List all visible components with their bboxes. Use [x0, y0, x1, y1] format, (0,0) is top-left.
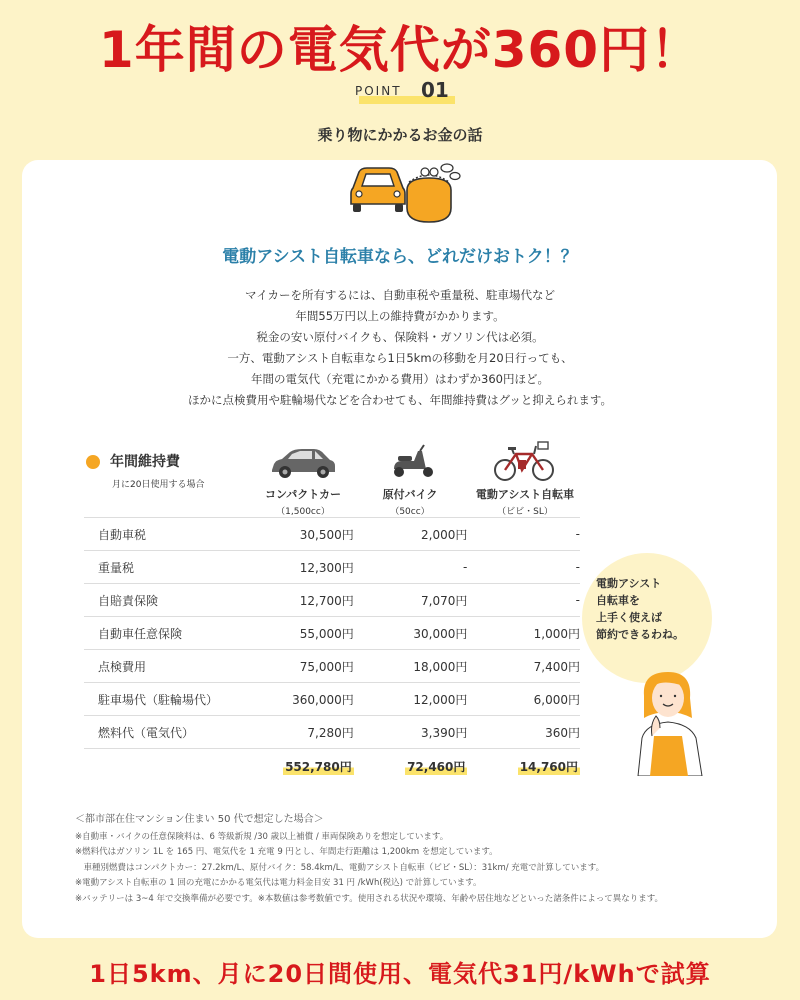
row-label: 重量税	[84, 551, 269, 584]
cell-value: 7,400円	[467, 650, 580, 683]
footer-caption: 1日5km、月に20日間使用、電気代31円/kWhで試算	[89, 960, 711, 988]
cell-value: 360円	[467, 716, 580, 749]
car-icon	[351, 168, 405, 212]
point-label	[355, 78, 451, 102]
row-label: 燃料代（電気代）	[84, 716, 269, 749]
paragraph-line: 年間の電気代（充電にかかる費用）はわずか360円ほど。	[251, 372, 549, 386]
lead-heading: 電動アシスト自転車なら、どれだけおトク！？	[222, 247, 578, 267]
table-row	[84, 518, 580, 551]
total-value: 14,760円	[519, 759, 578, 774]
paragraph-line: 一方、電動アシスト自転車なら1日5kmの移動を月20日行っても、	[227, 351, 573, 365]
total-row	[84, 749, 580, 784]
cell-value: 1,000円	[467, 617, 580, 650]
paragraph-line: 税金の安い原付バイクも、保険料・ガソリン代は必須。	[256, 330, 544, 344]
headline: 1年間の電気代が360円！	[98, 21, 702, 79]
purse-icon	[407, 164, 460, 222]
vehicle-header-scooter	[360, 486, 460, 517]
table-row	[84, 551, 580, 584]
row-label: 自賠責保険	[84, 584, 269, 617]
total-value: 72,460円	[407, 759, 466, 774]
cell-value: 7,070円	[354, 584, 468, 617]
section-title: 年間維持費	[110, 454, 180, 470]
intro-paragraph	[150, 285, 650, 411]
cell-value: 18,000円	[354, 650, 468, 683]
table-row	[84, 716, 580, 749]
subtitle: 乗り物にかかるお金の話	[317, 126, 483, 144]
footnote-line: ※自動車・バイクの任意保険料は、6 等級新規 /30 歳以上補償 / 車両保険ありを想定しています。	[75, 831, 449, 842]
bubble-line: 節約できるわね。	[596, 628, 684, 641]
point-text: POINT	[355, 84, 402, 98]
cell-value: 2,000円	[354, 518, 468, 551]
paragraph-line: マイカーを所有するには、自動車税や重量税、駐車場代など	[245, 288, 555, 302]
cell-value: 360,000円	[269, 683, 354, 716]
vehicle-spec: （1,500cc）	[276, 507, 330, 517]
footnotes	[75, 812, 765, 907]
paragraph-line: ほかに点検費用や駐輪場代などを合わせても、年間維持費はグッと抑えられます。	[187, 393, 612, 407]
car-and-purse-illustration	[345, 150, 465, 230]
bubble-line: 電動アシスト	[596, 577, 662, 590]
vehicle-spec: （50cc）	[390, 507, 430, 517]
row-label: 駐車場代（駐輪場代）	[84, 683, 269, 716]
cell-value: 75,000円	[269, 650, 354, 683]
cell-value: 12,000円	[354, 683, 468, 716]
vehicle-name: 電動アシスト自転車	[475, 488, 575, 501]
bubble-line: 上手く使えば	[596, 611, 662, 624]
paragraph-line: 年間55万円以上の維持費がかかります。	[295, 309, 505, 323]
total-cell	[354, 749, 468, 784]
bubble-line: 自転車を	[596, 594, 640, 607]
cost-table	[84, 517, 580, 783]
cell-value: 55,000円	[269, 617, 354, 650]
vehicle-spec: （ビビ・SL）	[497, 507, 553, 517]
cell-value: -	[467, 551, 580, 584]
section-bullet-icon	[86, 455, 100, 469]
cell-value: 3,390円	[354, 716, 468, 749]
cell-value: -	[467, 584, 580, 617]
table-row	[84, 617, 580, 650]
row-label: 自動車税	[84, 518, 269, 551]
footnote-line: 車種別燃費はコンパクトカー：27.2km/L、原付バイク：58.4km/L、電動アシスト自転車（ビビ・SL）：31km/ 充電で計算しています。	[75, 862, 605, 873]
cell-value: 6,000円	[467, 683, 580, 716]
table-row	[84, 584, 580, 617]
section-subtitle: 月に20日使用する場合	[112, 480, 205, 490]
table-row	[84, 650, 580, 683]
row-label: 自動車任意保険	[84, 617, 269, 650]
footnote-line: ※電動アシスト自転車の 1 回の充電にかかる電気代は電力料金目安 31 円 /kWh(税込) で計算しています。	[75, 878, 482, 888]
total-value: 552,780円	[285, 759, 352, 774]
speech-bubble	[582, 553, 712, 683]
cell-value: -	[467, 518, 580, 551]
bicycle-icon	[492, 440, 556, 482]
vehicle-name: コンパクトカー	[265, 488, 341, 501]
cell-value: 30,000円	[354, 617, 468, 650]
vehicle-header-car	[248, 486, 358, 517]
vehicle-header-bicycle	[460, 486, 590, 517]
scooter-icon	[388, 443, 438, 479]
point-number: 01	[421, 78, 449, 102]
cell-value: 7,280円	[269, 716, 354, 749]
cell-value: -	[354, 551, 468, 584]
row-label	[84, 749, 269, 784]
cell-value: 12,300円	[269, 551, 354, 584]
car-icon	[268, 446, 338, 480]
footnote-line: ※バッテリーは 3~4 年で交換準備が必要です。※本数値は参考数値です。使用される状況や環境、年齢や居住地などといった諸条件によって異なります。	[75, 893, 664, 904]
footnote-line: ※燃料代はガソリン 1L を 165 円、電気代を 1 充電 9 円とし、年間走行距離は 1,200km を想定しています。	[75, 847, 498, 857]
total-cell	[269, 749, 354, 784]
total-cell	[467, 749, 580, 784]
table-row	[84, 683, 580, 716]
cell-value: 12,700円	[269, 584, 354, 617]
cell-value: 30,500円	[269, 518, 354, 551]
vehicle-name: 原付バイク	[382, 488, 438, 501]
footnote-line: ＜都市部在住マンション住まい 50 代で想定した場合＞	[75, 814, 324, 825]
row-label: 点検費用	[84, 650, 269, 683]
woman-illustration	[630, 666, 710, 776]
